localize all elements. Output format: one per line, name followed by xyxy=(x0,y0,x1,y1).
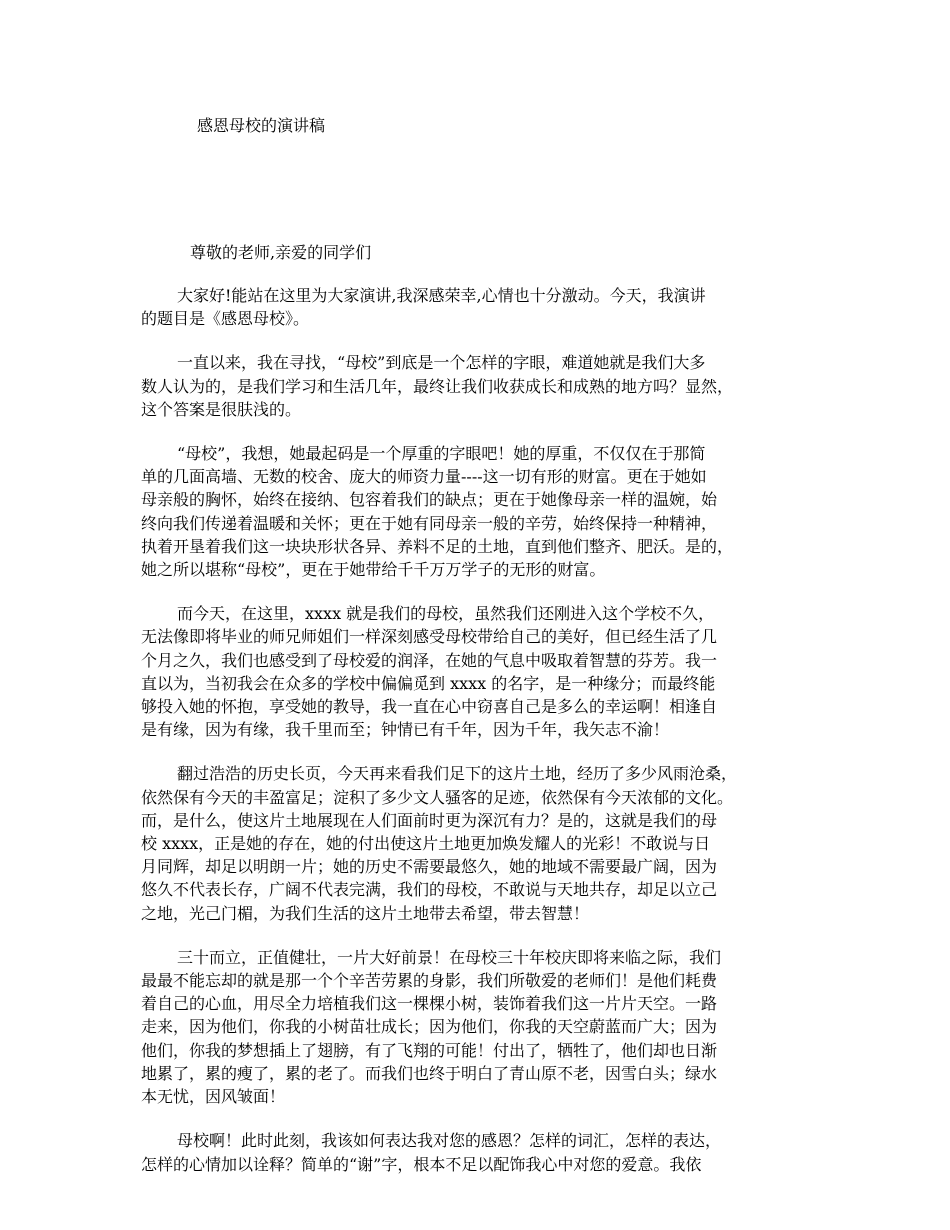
paragraph-line: 大家好!能站在这里为大家演讲,我深感荣幸,心情也十分激动。今天，我演讲 xyxy=(177,286,706,305)
paragraph-line: 之地，光己门楣，为我们生活的这片土地带去希望，带去智慧！ xyxy=(141,903,590,923)
paragraph-line: 怎样的心情加以诠释？简单的“谢”字，根本不足以配饰我心中对您的爱意。我依 xyxy=(141,1154,702,1174)
paragraph-line: 母亲般的胸怀，始终在接纳、包容着我们的缺点；更在于她像母亲一样的温婉，始 xyxy=(141,490,718,510)
paragraph xyxy=(141,946,813,1108)
paragraph-line: 本无忧，因风皱面！ xyxy=(141,1087,286,1107)
paragraph-line: 无法像即将毕业的师兄师姐们一样深刻感受母校带给自己的美好，但已经生活了几 xyxy=(141,627,718,647)
paragraph xyxy=(141,442,813,581)
paragraph-line: 地累了，累的瘦了，累的老了。而我们也终于明白了青山原不老，因雪白头；绿水 xyxy=(141,1063,718,1083)
paragraph-line: 悠久不代表长存，广阔不代表完满，我们的母校，不敢说与天地共存，却足以立己 xyxy=(141,880,718,900)
paragraph xyxy=(141,351,813,421)
paragraph-line: 个月之久，我们也感受到了母校爱的润泽，在她的气息中吸取着智慧的芬芳。我一 xyxy=(141,650,718,670)
paragraph-line: 翻过浩浩的历史长页，今天再来看我们足下的这片土地，经历了多少风雨沧桑， xyxy=(177,764,738,784)
paragraph-line: 单的几面高墙、无数的校舍、庞大的师资力量----这一切有形的财富。更在于她如 xyxy=(141,467,707,487)
paragraph-line: 母校啊！此时此刻，我该如何表达我对您的感恩？怎样的词汇，怎样的表达， xyxy=(177,1131,722,1151)
paragraph xyxy=(141,284,813,330)
paragraph-line: 依然保有今天的丰盈富足；淀积了多少文人骚客的足迹，依然保有今天浓郁的文化。 xyxy=(141,787,734,807)
paragraph-line: “母校”，我想，她最起码是一个厚重的字眼吧！她的厚重，不仅仅在于那简 xyxy=(177,444,706,464)
paragraph-line: 数人认为的，是我们学习和生活几年，最终让我们收获成长和成熟的地方吗？显然， xyxy=(141,376,734,396)
paragraph-line: 终向我们传递着温暖和关怀；更在于她有同母亲一般的辛劳，始终保持一种精神， xyxy=(141,513,718,533)
paragraph-line: 他们，你我的梦想插上了翅膀，有了飞翔的可能！付出了，牺牲了，他们却也日渐 xyxy=(141,1040,718,1060)
paragraph-line: 走来，因为他们，你我的小树苗壮成长；因为他们，你我的天空蔚蓝而广大；因为 xyxy=(141,1017,718,1037)
paragraph-line: 月同辉，却足以明朗一片；她的历史不需要最悠久，她的地域不需要最广阔，因为 xyxy=(141,857,718,877)
paragraph-line: 一直以来，我在寻找，“母校”到底是一个怎样的字眼，难道她就是我们大多 xyxy=(177,353,706,373)
paragraph-line: 她之所以堪称“母校”，更在于她带给千千万万学子的无形的财富。 xyxy=(141,560,606,580)
paragraph-line: 这个答案是很肤浅的。 xyxy=(141,399,302,419)
salutation: 尊敬的老师,亲爱的同学们 xyxy=(190,243,372,262)
paragraph-line: 直以为，当初我会在众多的学校中偏偏觅到 xxxx 的名字，是一种缘分；而最终能 xyxy=(141,673,716,693)
speech-body xyxy=(141,284,813,1197)
paragraph xyxy=(141,1129,813,1175)
document-title: 感恩母校的演讲稿 xyxy=(197,116,326,135)
paragraph-line: 执着开垦着我们这一块块形状各异、养料不足的土地，直到他们整齐、肥沃。是的， xyxy=(141,536,734,556)
paragraph-line: 的题目是《感恩母校》。 xyxy=(141,309,310,329)
paragraph-line: 是有缘，因为有缘，我千里而至；钟情已有千年，因为千年，我矢志不渝！ xyxy=(141,720,670,740)
paragraph-line: 而，是什么，使这片土地展现在人们面前时更为深沉有力？是的，这就是我们的母 xyxy=(141,810,718,830)
paragraph xyxy=(141,762,813,924)
paragraph-line: 三十而立，正值健壮，一片大好前景！在母校三十年校庆即将来临之际，我们 xyxy=(177,947,722,967)
paragraph-line: 而今天，在这里，xxxx 就是我们的母校，虽然我们还刚进入这个学校不久， xyxy=(177,604,715,624)
paragraph-line: 着自己的心血，用尽全力培植我们这一棵棵小树，装饰着我们这一片片天空。一路 xyxy=(141,994,718,1014)
paragraph-line: 够投入她的怀抱，享受她的教导，我一直在心中窃喜自己是多么的幸运啊！相逢自 xyxy=(141,697,718,717)
paragraph xyxy=(141,602,813,741)
paragraph-line: 最最不能忘却的就是那一个个辛苦劳累的身影，我们所敬爱的老师们！是他们耗费 xyxy=(141,971,718,991)
paragraph-line: 校 xxxx，正是她的存在，她的付出使这片土地更加焕发耀人的光彩！不敢说与日 xyxy=(141,834,711,854)
